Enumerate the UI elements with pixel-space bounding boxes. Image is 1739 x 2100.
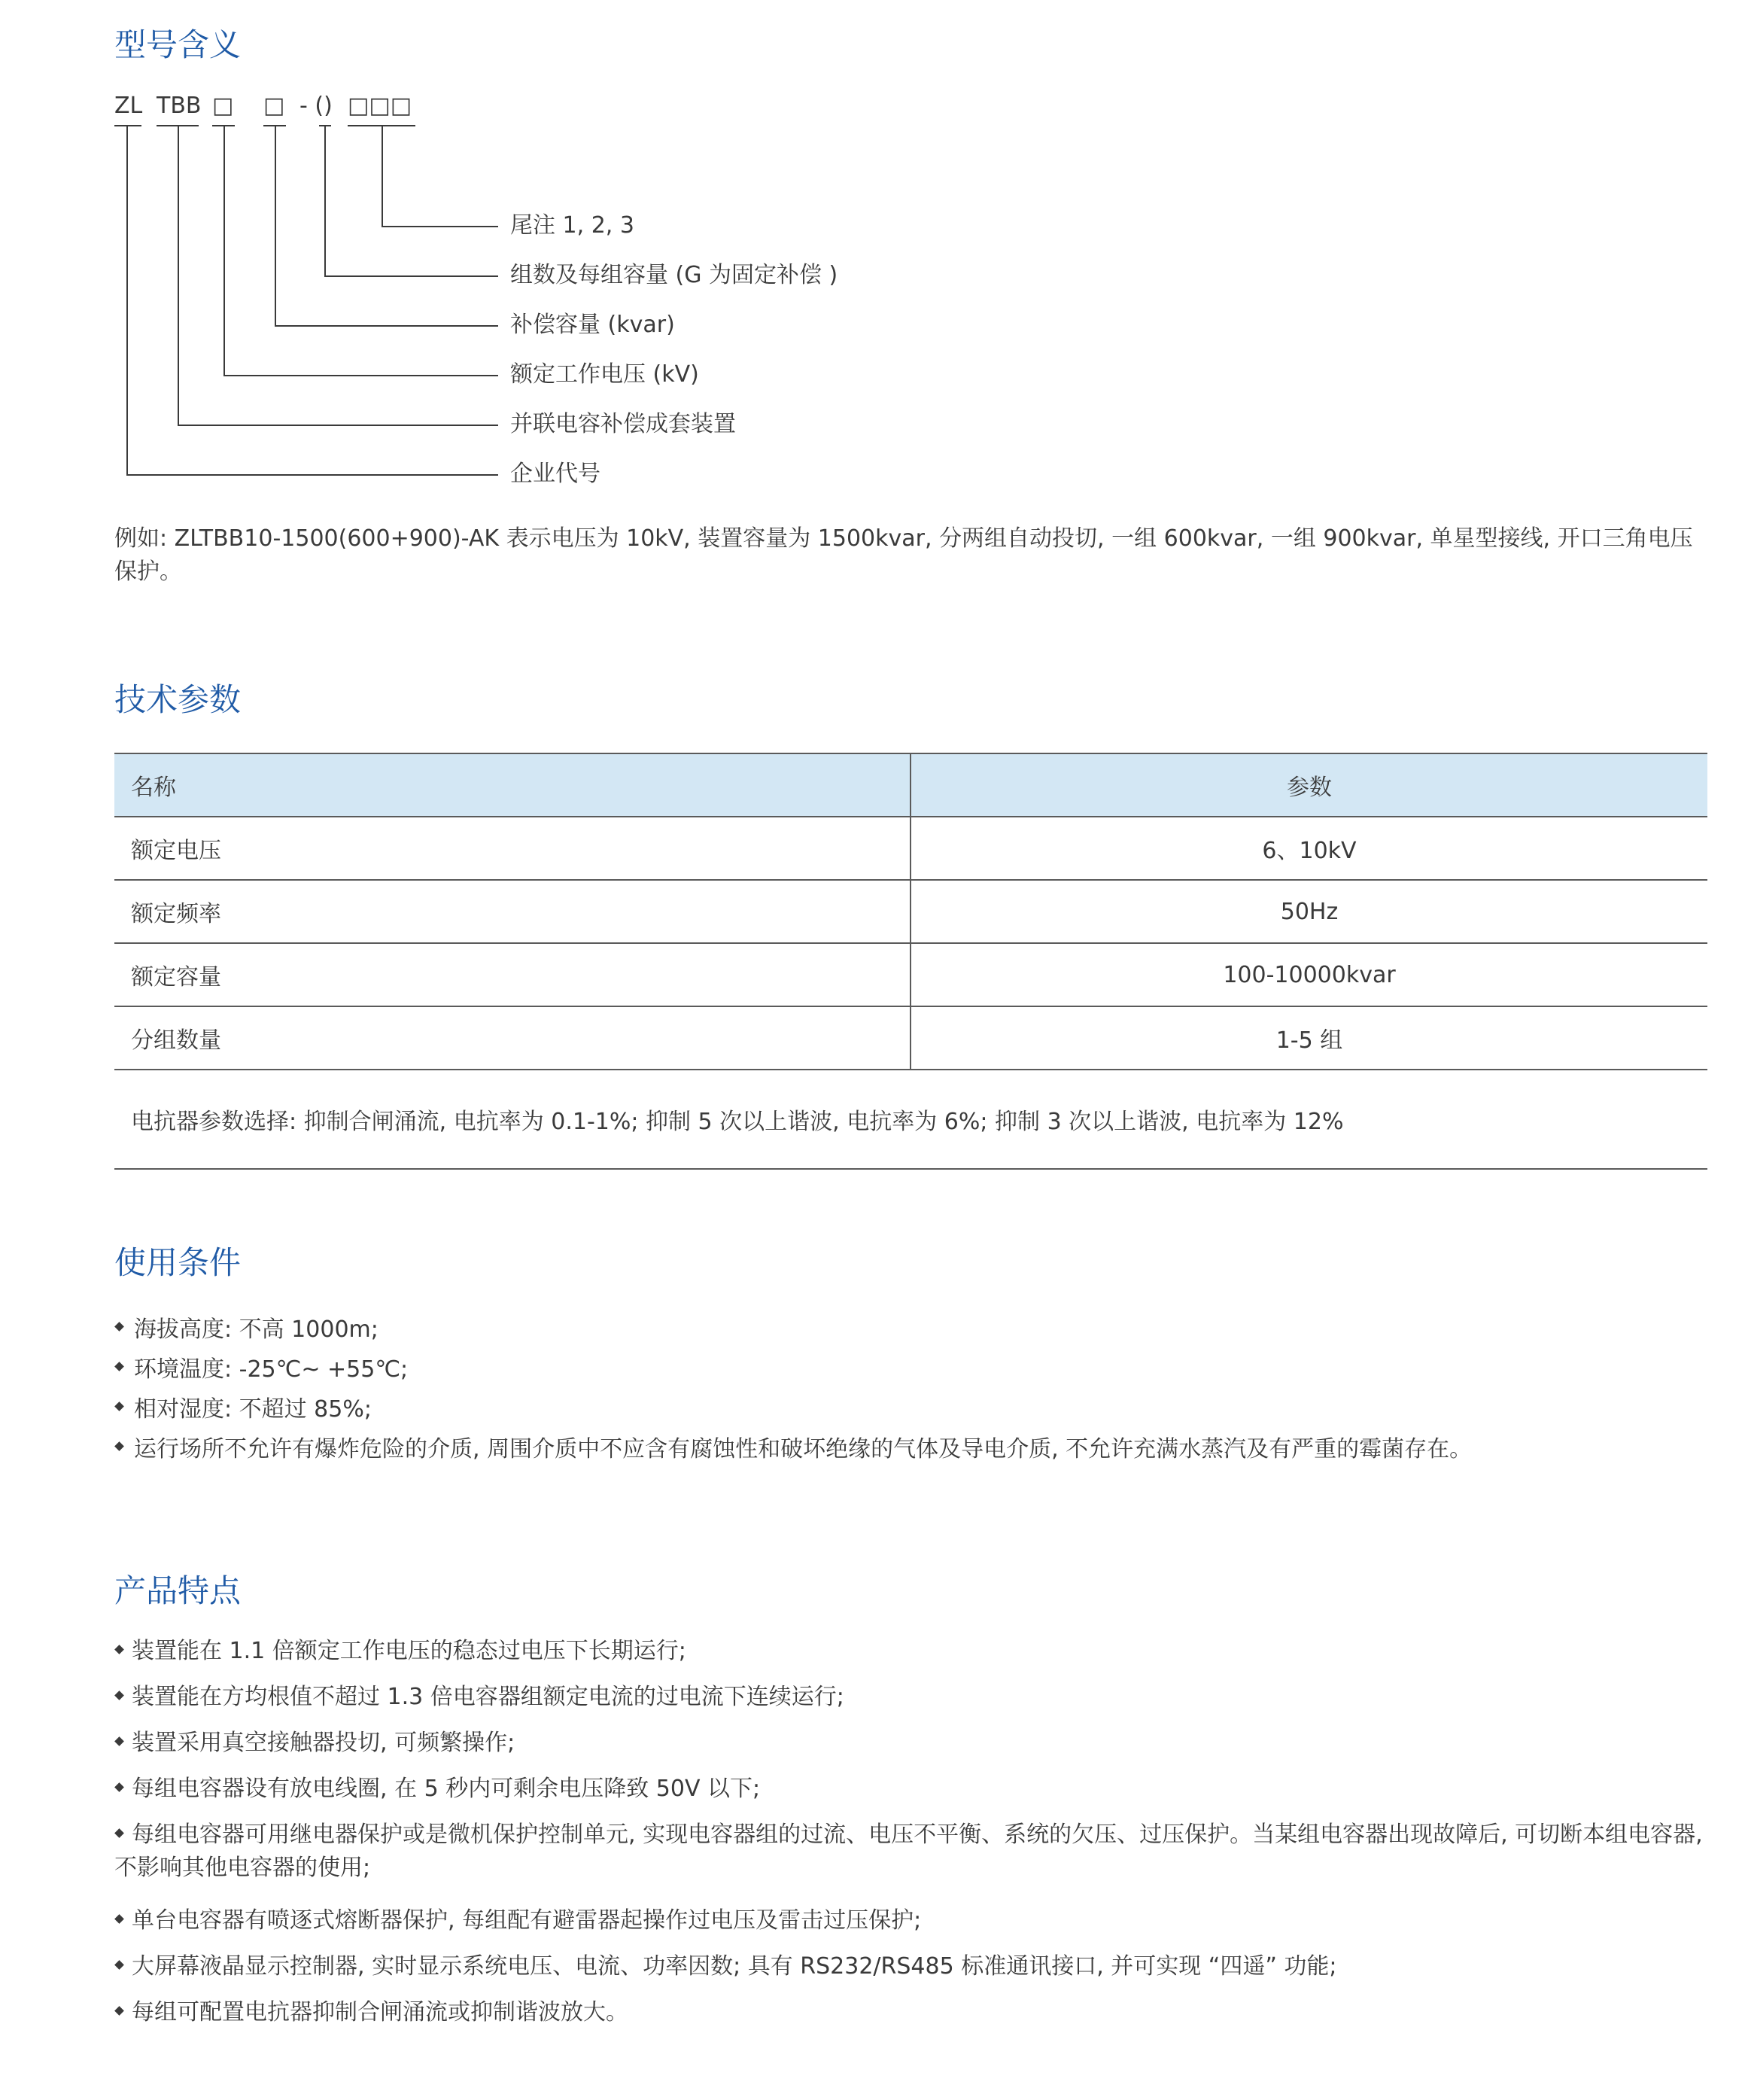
list-item: 海拔高度: 不高 1000m; (114, 1310, 1472, 1350)
table-cell-value: 1-5 组 (911, 1006, 1707, 1070)
feature-item: 每组电容器设有放电线圈, 在 5 秒内可剩余电压降致 50V 以下; (114, 1773, 760, 1806)
bullet-diamond-icon (114, 1322, 124, 1332)
feature-item: 装置能在方均根值不超过 1.3 倍电容器组额定电流的过电流下连续运行; (114, 1681, 844, 1714)
table-cell-value: 6、10kV (911, 817, 1707, 880)
table-row (114, 817, 1707, 880)
bullet-diamond-icon (114, 1828, 124, 1838)
table-note: 电抗器参数选择: 抑制合闸涌流, 电抗率为 0.1-1%; 抑制 5 次以上谐波, 电抗率为 6%; 抑制 3 次以上谐波, 电抗率为 12% (114, 1070, 1707, 1169)
section-title-usage: 使用条件 (114, 1244, 242, 1281)
model-label-groups: 组数及每组容量 (G 为固定补偿 ) (510, 262, 838, 288)
feature-item: 大屏幕液晶显示控制器, 实时显示系统电压、电流、功率因数; 具有 RS232/RS485 标准通讯接口, 并可实现 “四遥” 功能; (114, 1950, 1337, 1983)
usage-list (114, 1310, 1472, 1469)
feature-item: 单台电容器有喷逐式熔断器保护, 每组配有避雷器起操作过电压及雷击过压保护; (114, 1904, 921, 1937)
table-row (114, 943, 1707, 1006)
bullet-diamond-icon (114, 1441, 124, 1451)
table-cell-name: 额定容量 (114, 943, 911, 1006)
example-text: 例如: ZLTBB10-1500(600+900)-AK 表示电压为 10kV, 装置容量为 1500kvar, 分两组自动投切, 一组 600kvar, 一组 900kvar, 单星型接线, 开口三角电压保护。 (114, 525, 1693, 585)
bullet-diamond-icon (114, 1736, 124, 1746)
feature-item: 每组电容器可用继电器保护或是微机保护控制单元, 实现电容器组的过流、电压不平衡、系统的欠压、过压保护。当某组电容器出现故障后, 可切断本组电容器, 不影响其他电容器的使用; (114, 1822, 1703, 1881)
bullet-diamond-icon (114, 1960, 124, 1970)
bullet-diamond-icon (114, 1782, 124, 1792)
bullet-diamond-icon (114, 1362, 124, 1371)
list-item: 环境温度: -25℃~ +55℃; (114, 1350, 1472, 1389)
feature-item: 装置能在 1.1 倍额定工作电压的稳态过电压下长期运行; (114, 1635, 686, 1668)
table-cell-name: 分组数量 (114, 1006, 911, 1070)
params-table (114, 753, 1707, 1170)
code-box-capacity: □ (263, 93, 285, 119)
table-header-row (114, 753, 1707, 817)
code-dash-paren: - () (299, 93, 333, 119)
table-header-name: 名称 (114, 753, 911, 817)
model-label-company: 企业代号 (510, 461, 600, 487)
section-title-features: 产品特点 (114, 1572, 242, 1609)
code-box-suffix: □□□ (348, 93, 412, 119)
list-item: 运行场所不允许有爆炸危险的介质, 周围介质中不应含有腐蚀性和破坏绝缘的气体及导电介质, 不允许充满水蒸汽及有严重的霉菌存在。 (114, 1429, 1472, 1469)
code-tbb: TBB (157, 93, 202, 119)
table-cell-name: 额定频率 (114, 880, 911, 943)
bullet-diamond-icon (114, 1645, 124, 1654)
model-label-voltage: 额定工作电压 (kV) (510, 361, 699, 388)
code-box-voltage: □ (212, 93, 234, 119)
feature-item: 装置采用真空接触器投切, 可频繁操作; (114, 1727, 515, 1760)
code-zl: ZL (114, 93, 143, 119)
bullet-diamond-icon (114, 1402, 124, 1411)
table-cell-value: 50Hz (911, 880, 1707, 943)
model-label-device: 并联电容补偿成套装置 (510, 411, 736, 437)
table-header-value: 参数 (911, 753, 1707, 817)
model-label-suffix: 尾注 1, 2, 3 (510, 212, 634, 239)
table-row (114, 1006, 1707, 1070)
table-cell-name: 额定电压 (114, 817, 911, 880)
bullet-diamond-icon (114, 2006, 124, 2016)
table-note-row (114, 1070, 1707, 1169)
feature-item: 每组可配置电抗器抑制合闸涌流或抑制谐波放大。 (114, 1996, 628, 2029)
bullet-diamond-icon (114, 1691, 124, 1700)
model-label-capacity: 补偿容量 (kvar) (510, 312, 675, 338)
section-title-model-meaning: 型号含义 (114, 26, 242, 63)
section-title-tech-params: 技术参数 (114, 681, 242, 718)
bullet-diamond-icon (114, 1914, 124, 1924)
table-cell-value: 100-10000kvar (911, 943, 1707, 1006)
list-item: 相对湿度: 不超过 85%; (114, 1389, 1472, 1429)
table-row (114, 880, 1707, 943)
